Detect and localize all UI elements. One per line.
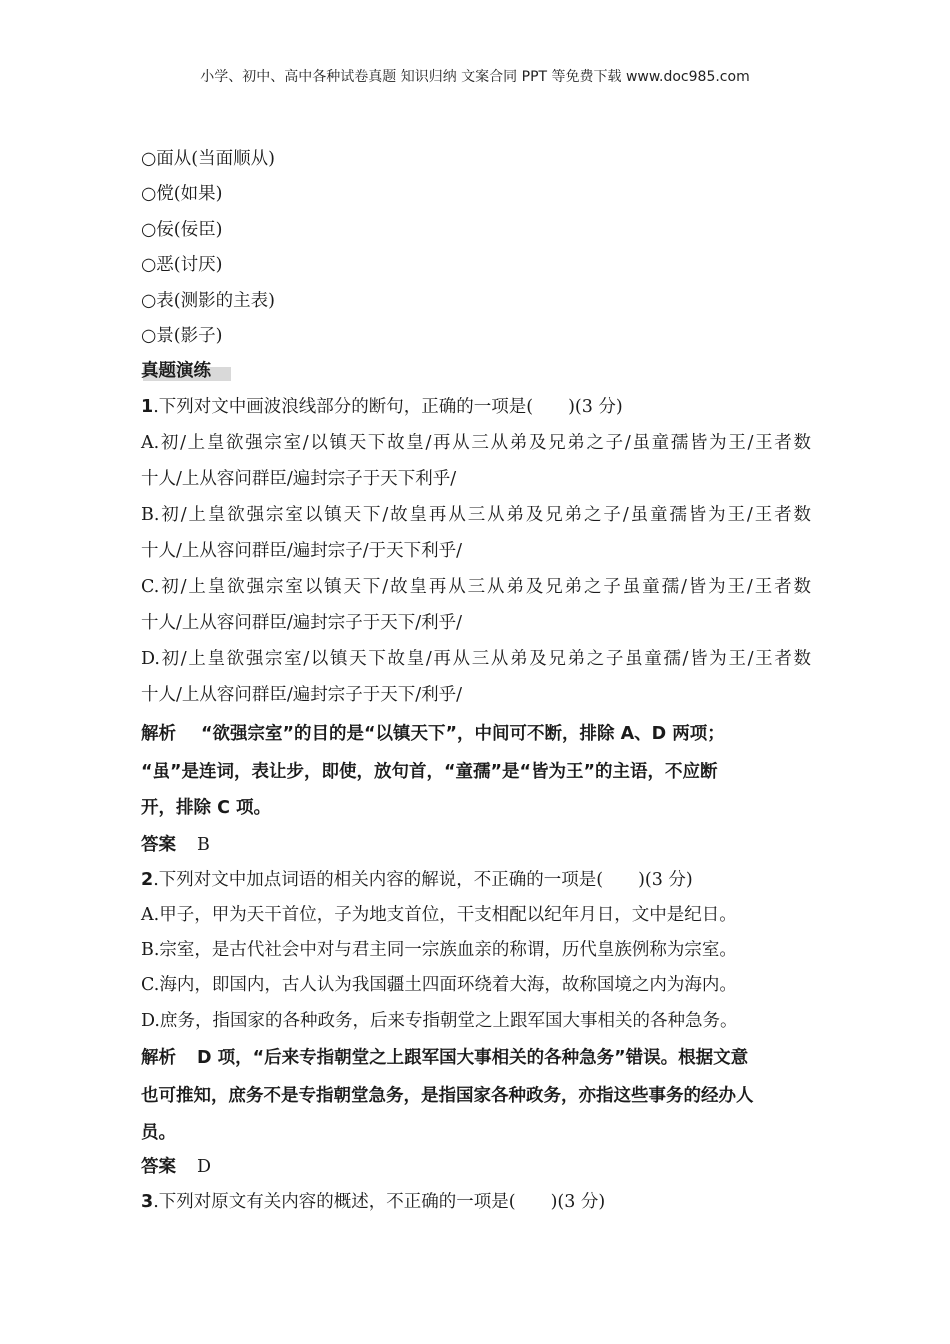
q2-option-a: A.甲子，甲为天干首位，子为地支首位，干支相配以纪年月日，文中是纪日。 <box>141 905 737 925</box>
q1-option-d-line2: 十人/上从容问群臣/遍封宗子于天下/利乎/ <box>141 685 463 705</box>
q1-option-c-line1: C.初/上皇欲强宗室以镇天下/故皇再从三从弟及兄弟之子虽童孺/皆为王/王者数 <box>141 577 811 597</box>
question-1-stem <box>141 395 623 419</box>
q1-option-d-line1: D.初/上皇欲强宗室/以镇天下故皇/再从三从弟及兄弟之子虽童孺/皆为王/王者数 <box>141 649 811 669</box>
vocab-item: ○恶(讨厌) <box>141 255 223 275</box>
q1-option-b-line2: 十人/上从容问群臣/遍封宗子/于天下利乎/ <box>141 541 463 561</box>
vocab-item: ○表(测影的主表) <box>141 291 275 311</box>
answer-label: 答案 <box>141 835 176 855</box>
question-3-stem <box>141 1190 605 1214</box>
q1-option-a-line1: A.初/上皇欲强宗室/以镇天下故皇/再从三从弟及兄弟之子/虽童孺皆为王/王者数 <box>141 433 811 453</box>
q1-option-a-line2: 十人/上从容问群臣/遍封宗子于天下利乎/ <box>141 469 457 489</box>
question-number: 3 <box>141 1192 154 1212</box>
question-2-stem <box>141 868 693 892</box>
q2-analysis-line3: 员。 <box>141 1123 176 1143</box>
question-text: .下列对原文有关内容的概述，不正确的一项是( )(3 分) <box>153 1192 606 1212</box>
q2-analysis-line2: 也可推知，庶务不是专指朝堂急务，是指国家各种政务，亦指这些事务的经办人 <box>141 1086 754 1106</box>
vocab-item: ○佞(佞臣) <box>141 220 223 240</box>
q1-answer <box>141 833 210 857</box>
q1-option-c-line2: 十人/上从容问群臣/遍封宗子于天下/利乎/ <box>141 613 463 633</box>
question-text: .下列对文中加点词语的相关内容的解说，不正确的一项是( )(3 分) <box>153 870 693 890</box>
analysis-label: 解析 <box>141 1048 176 1068</box>
q1-analysis-line2: “虽”是连词，表让步，即使，放句首，“童孺”是“皆为王”的主语，不应断 <box>141 762 718 782</box>
q2-option-d: D.庶务，指国家的各种政务，后来专指朝堂之上跟军国大事相关的各种急务。 <box>141 1011 738 1031</box>
answer-label: 答案 <box>141 1157 176 1177</box>
analysis-label: 解析 <box>141 724 176 744</box>
q2-answer <box>141 1155 211 1179</box>
section-heading <box>141 357 211 381</box>
question-number: 1 <box>141 397 154 417</box>
vocab-item: ○傥(如果) <box>141 184 223 204</box>
q2-option-b: B.宗室，是古代社会中对与君主同一宗族血亲的称谓，历代皇族例称为宗室。 <box>141 940 737 960</box>
answer-value: D <box>197 1157 212 1177</box>
question-text: .下列对文中画波浪线部分的断句，正确的一项是( )(3 分) <box>153 397 623 417</box>
analysis-text: “欲强宗室”的目的是“以镇天下”，中间可不断，排除 A、D 两项； <box>201 724 725 744</box>
q1-analysis-line1 <box>141 722 811 746</box>
vocab-item: ○景(影子) <box>141 326 223 346</box>
q1-option-b-line1: B.初/上皇欲强宗室以镇天下/故皇再从三从弟及兄弟之子/虽童孺皆为王/王者数 <box>141 505 811 525</box>
q1-analysis-line3: 开，排除 C 项。 <box>141 798 272 818</box>
vocab-item: ○面从(当面顺从) <box>141 149 275 169</box>
section-title: 真题演练 <box>141 361 211 381</box>
question-number: 2 <box>141 870 154 890</box>
q2-option-c: C.海内，即国内，古人认为我国疆土四面环绕着大海，故称国境之内为海内。 <box>141 975 737 995</box>
page-header: 小学、初中、高中各种试卷真题 知识归纳 文案合同 PPT 等免费下载 www.doc985.com <box>200 69 750 85</box>
q2-analysis-line1 <box>141 1046 748 1070</box>
answer-value: B <box>197 835 210 855</box>
analysis-text: D 项，“后来专指朝堂之上跟军国大事相关的各种急务”错误。根据文意 <box>197 1048 749 1068</box>
